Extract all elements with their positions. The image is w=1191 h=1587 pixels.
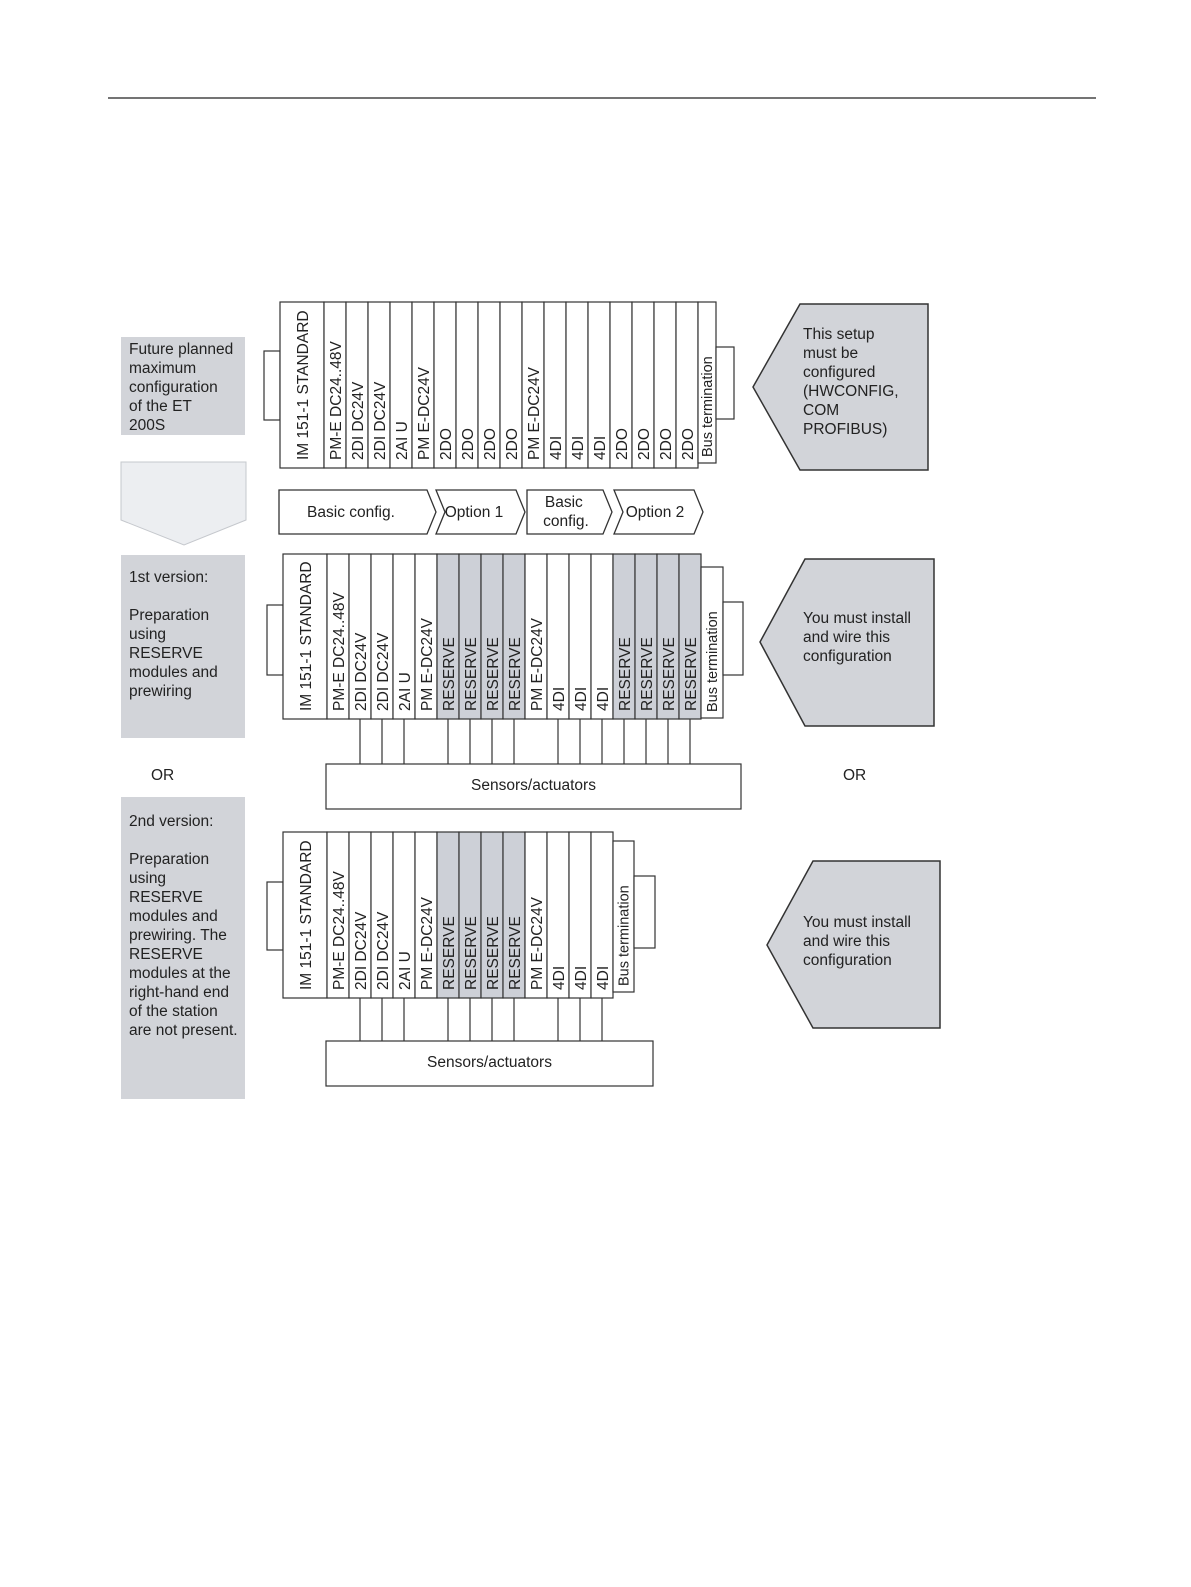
- module-label: 2DO: [460, 428, 477, 460]
- station-version2: [267, 832, 655, 1086]
- bus-termination-plug: [634, 876, 655, 948]
- callout-install-1-line: You must install: [803, 610, 911, 627]
- version2-line: modules at the: [129, 965, 231, 982]
- future-line: configuration: [129, 379, 218, 396]
- station-version1: [267, 554, 743, 809]
- callout-configure-line: configured: [803, 364, 876, 381]
- callout-install-1-line: configuration: [803, 648, 892, 665]
- callout-configure-line: must be: [803, 345, 859, 362]
- callout-configure-line: COM: [803, 402, 840, 419]
- or-label-right: OR: [843, 767, 867, 784]
- module-label: PM E-DC24V: [416, 366, 433, 460]
- module-label: 4DI: [573, 965, 590, 990]
- rack-left-connector: [267, 882, 283, 950]
- callout-configure-line: (HWCONFIG,: [803, 383, 899, 400]
- future-line: Future planned: [129, 341, 234, 358]
- module-label: PM E-DC24V: [419, 617, 436, 711]
- module-label: IM 151-1 STANDARD: [295, 310, 312, 460]
- module-label: 2DI DC24V: [350, 381, 367, 460]
- module-label: 4DI: [570, 435, 587, 460]
- version2-line: using: [129, 870, 167, 887]
- callout-configure: [753, 304, 928, 470]
- module-label: RESERVE: [661, 637, 678, 711]
- arrow-basic-config-label: Basic config.: [307, 504, 395, 521]
- version1-line: RESERVE: [129, 645, 203, 662]
- version2-line: are not present.: [129, 1022, 238, 1039]
- future-line: of the ET: [129, 398, 192, 415]
- bus-termination-label: Bus termination: [616, 885, 633, 986]
- module-label: 4DI: [551, 686, 568, 711]
- module-label: 2DI DC24V: [353, 632, 370, 711]
- module-label: 4DI: [595, 686, 612, 711]
- module-label: IM 151-1 STANDARD: [298, 561, 315, 711]
- module-label: PM-E DC24..48V: [331, 871, 348, 990]
- module-label: RESERVE: [441, 916, 458, 990]
- version1-line: Preparation: [129, 607, 210, 624]
- version2-line: Preparation: [129, 851, 210, 868]
- version1-line: 1st version:: [129, 569, 209, 586]
- version2-label: [121, 797, 245, 1099]
- or-label-left: OR: [151, 767, 175, 784]
- down-arrow-shape: [121, 462, 246, 545]
- version2-line: modules and: [129, 908, 218, 925]
- module-label: RESERVE: [463, 637, 480, 711]
- version1-line: prewiring: [129, 683, 192, 700]
- sensors-actuators-label: Sensors/actuators: [471, 777, 596, 794]
- version2-line: 2nd version:: [129, 813, 214, 830]
- module-label: RESERVE: [683, 637, 700, 711]
- module-label: 2AI U: [394, 421, 411, 460]
- module-label: 2DO: [438, 428, 455, 460]
- future-line: maximum: [129, 360, 197, 377]
- module-label: RESERVE: [485, 637, 502, 711]
- future-config-label: [121, 337, 245, 435]
- module-label: RESERVE: [507, 916, 524, 990]
- callout-install-1: [760, 559, 934, 726]
- callout-install-2-line: You must install: [803, 914, 911, 931]
- arrow-option-1: [436, 490, 525, 534]
- version1-line: modules and: [129, 664, 218, 681]
- callout-configure-line: PROFIBUS): [803, 421, 888, 438]
- callout-install-2: [767, 861, 940, 1028]
- module-label: 4DI: [592, 435, 609, 460]
- module-label: 4DI: [548, 435, 565, 460]
- arrow-option-1-label: Option 1: [444, 504, 504, 521]
- module-label: 4DI: [595, 965, 612, 990]
- callout-install-2-line: and wire this: [803, 933, 891, 950]
- module-label: 2DO: [636, 428, 653, 460]
- module-label: 2DI DC24V: [375, 632, 392, 711]
- version2-line: right-hand end: [129, 984, 229, 1001]
- module-label: PM-E DC24..48V: [328, 341, 345, 460]
- module-label: RESERVE: [441, 637, 458, 711]
- callout-install-1-line: and wire this: [803, 629, 891, 646]
- module-label: 2DO: [504, 428, 521, 460]
- module-label: 2DO: [482, 428, 499, 460]
- module-label: RESERVE: [617, 637, 634, 711]
- callout-configure-line: This setup: [803, 326, 875, 343]
- version2-line: RESERVE: [129, 946, 203, 963]
- future-line: 200S: [129, 417, 166, 434]
- module-label: RESERVE: [463, 916, 480, 990]
- rack-left-connector: [264, 351, 280, 420]
- sensors-actuators-label: Sensors/actuators: [427, 1054, 552, 1071]
- module-label: 2DO: [658, 428, 675, 460]
- module-label: 2DO: [614, 428, 631, 460]
- module-label: 2DI DC24V: [375, 911, 392, 990]
- module-label: RESERVE: [507, 637, 524, 711]
- module-label: RESERVE: [485, 916, 502, 990]
- station-full-config: [264, 302, 734, 468]
- module-label: PM-E DC24..48V: [331, 592, 348, 711]
- module-label: 2DO: [680, 428, 697, 460]
- module-label: 2DI DC24V: [353, 911, 370, 990]
- arrow-basic-config-2-line: Basic: [544, 494, 583, 511]
- version2-line: of the station: [129, 1003, 218, 1020]
- bus-termination-plug: [723, 602, 743, 675]
- module-label: PM E-DC24V: [529, 896, 546, 990]
- arrow-basic-config-2: [527, 490, 612, 534]
- config-phase-arrows: [279, 490, 703, 534]
- version2-line: prewiring. The: [129, 927, 227, 944]
- bus-termination-label: Bus termination: [700, 356, 716, 457]
- module-label: PM E-DC24V: [419, 896, 436, 990]
- module-label: 2AI U: [397, 951, 414, 990]
- bus-termination-plug: [716, 347, 734, 419]
- module-label: RESERVE: [639, 637, 656, 711]
- module-label: 4DI: [551, 965, 568, 990]
- arrow-basic-config: [279, 490, 436, 534]
- module-label: PM E-DC24V: [529, 617, 546, 711]
- arrow-option-2: [614, 490, 703, 534]
- module-label: PM E-DC24V: [526, 366, 543, 460]
- version1-label: [121, 555, 245, 738]
- module-label: 2DI DC24V: [372, 381, 389, 460]
- arrow-option-2-label: Option 2: [625, 504, 685, 521]
- module-label: IM 151-1 STANDARD: [298, 840, 315, 990]
- module-label: 2AI U: [397, 672, 414, 711]
- module-label: 4DI: [573, 686, 590, 711]
- arrow-basic-config-2-line: config.: [543, 513, 589, 530]
- bus-termination-label: Bus termination: [705, 611, 721, 712]
- rack-left-connector: [267, 605, 283, 675]
- version1-line: using: [129, 626, 167, 643]
- callout-install-2-line: configuration: [803, 952, 892, 969]
- version2-line: RESERVE: [129, 889, 203, 906]
